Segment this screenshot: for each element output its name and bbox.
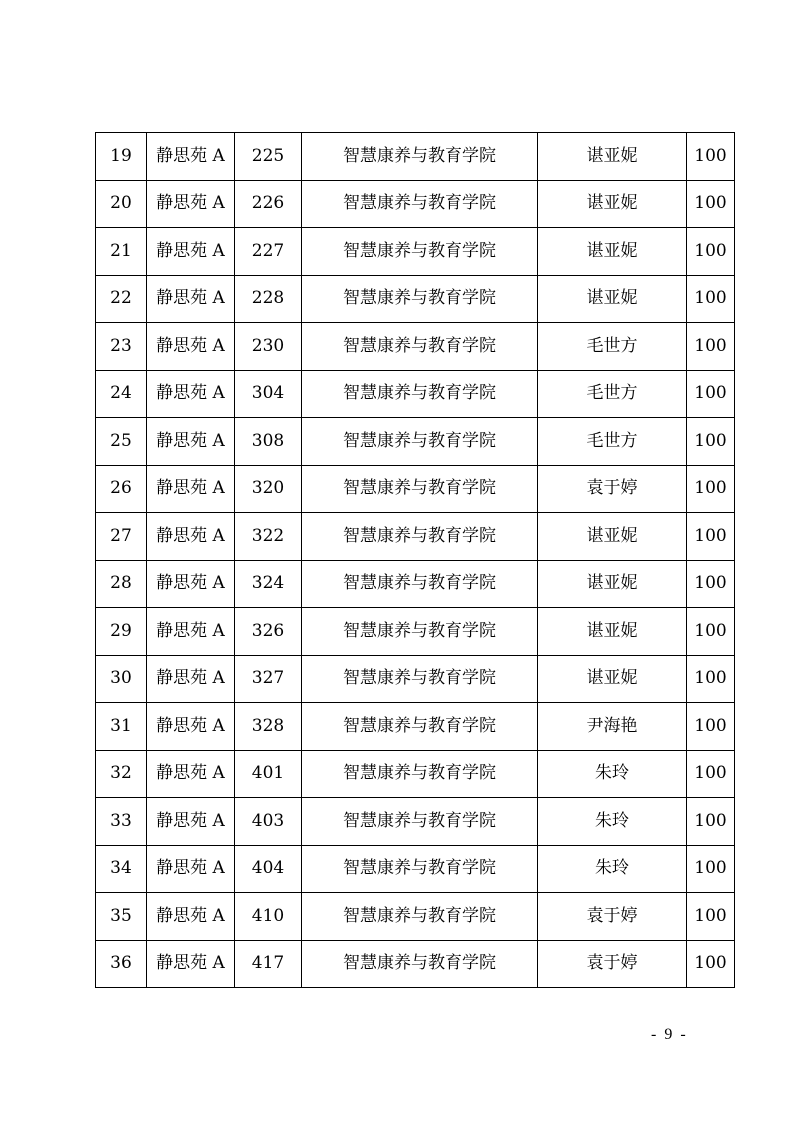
sequence-number-cell: 36 <box>96 940 147 988</box>
building-cell: 静思苑 A <box>147 798 235 846</box>
college-cell: 智慧康养与教育学院 <box>302 465 538 513</box>
room-number-cell: 230 <box>235 323 302 371</box>
table-row <box>96 133 735 181</box>
score-cell: 100 <box>687 798 735 846</box>
building-cell: 静思苑 A <box>147 608 235 656</box>
counselor-cell: 谌亚妮 <box>538 228 687 276</box>
sequence-number-cell: 26 <box>96 465 147 513</box>
room-number-cell: 410 <box>235 893 302 941</box>
counselor-cell: 毛世方 <box>538 323 687 371</box>
building-cell: 静思苑 A <box>147 560 235 608</box>
sequence-number-cell: 20 <box>96 180 147 228</box>
counselor-cell: 谌亚妮 <box>538 180 687 228</box>
table-row <box>96 370 735 418</box>
table-row <box>96 798 735 846</box>
room-number-cell: 326 <box>235 608 302 656</box>
room-number-cell: 404 <box>235 845 302 893</box>
room-number-cell: 403 <box>235 798 302 846</box>
sequence-number-cell: 31 <box>96 703 147 751</box>
table-row <box>96 180 735 228</box>
college-cell: 智慧康养与教育学院 <box>302 798 538 846</box>
college-cell: 智慧康养与教育学院 <box>302 845 538 893</box>
sequence-number-cell: 21 <box>96 228 147 276</box>
score-cell: 100 <box>687 560 735 608</box>
building-cell: 静思苑 A <box>147 940 235 988</box>
score-cell: 100 <box>687 845 735 893</box>
counselor-cell: 谌亚妮 <box>538 560 687 608</box>
score-cell: 100 <box>687 513 735 561</box>
score-cell: 100 <box>687 608 735 656</box>
room-number-cell: 228 <box>235 275 302 323</box>
college-cell: 智慧康养与教育学院 <box>302 228 538 276</box>
sequence-number-cell: 33 <box>96 798 147 846</box>
counselor-cell: 毛世方 <box>538 418 687 466</box>
college-cell: 智慧康养与教育学院 <box>302 703 538 751</box>
score-cell: 100 <box>687 940 735 988</box>
counselor-cell: 毛世方 <box>538 370 687 418</box>
counselor-cell: 谌亚妮 <box>538 608 687 656</box>
building-cell: 静思苑 A <box>147 845 235 893</box>
sequence-number-cell: 25 <box>96 418 147 466</box>
table-row <box>96 228 735 276</box>
college-cell: 智慧康养与教育学院 <box>302 750 538 798</box>
score-cell: 100 <box>687 893 735 941</box>
building-cell: 静思苑 A <box>147 655 235 703</box>
table-row <box>96 560 735 608</box>
counselor-cell: 朱玲 <box>538 750 687 798</box>
sequence-number-cell: 23 <box>96 323 147 371</box>
score-cell: 100 <box>687 750 735 798</box>
building-cell: 静思苑 A <box>147 513 235 561</box>
room-number-cell: 324 <box>235 560 302 608</box>
table-row <box>96 940 735 988</box>
college-cell: 智慧康养与教育学院 <box>302 940 538 988</box>
college-cell: 智慧康养与教育学院 <box>302 370 538 418</box>
room-number-cell: 308 <box>235 418 302 466</box>
table-row <box>96 750 735 798</box>
score-cell: 100 <box>687 323 735 371</box>
sequence-number-cell: 35 <box>96 893 147 941</box>
room-number-cell: 227 <box>235 228 302 276</box>
college-cell: 智慧康养与教育学院 <box>302 513 538 561</box>
sequence-number-cell: 27 <box>96 513 147 561</box>
counselor-cell: 袁于婷 <box>538 465 687 513</box>
building-cell: 静思苑 A <box>147 228 235 276</box>
table-row <box>96 893 735 941</box>
table-row <box>96 845 735 893</box>
counselor-cell: 谌亚妮 <box>538 513 687 561</box>
sequence-number-cell: 34 <box>96 845 147 893</box>
table-row <box>96 608 735 656</box>
college-cell: 智慧康养与教育学院 <box>302 323 538 371</box>
counselor-cell: 谌亚妮 <box>538 133 687 181</box>
table-row <box>96 465 735 513</box>
counselor-cell: 尹海艳 <box>538 703 687 751</box>
sequence-number-cell: 28 <box>96 560 147 608</box>
room-number-cell: 226 <box>235 180 302 228</box>
college-cell: 智慧康养与教育学院 <box>302 608 538 656</box>
table-row <box>96 275 735 323</box>
sequence-number-cell: 24 <box>96 370 147 418</box>
table-row <box>96 513 735 561</box>
sequence-number-cell: 29 <box>96 608 147 656</box>
room-number-cell: 327 <box>235 655 302 703</box>
table-row <box>96 703 735 751</box>
score-cell: 100 <box>687 703 735 751</box>
college-cell: 智慧康养与教育学院 <box>302 418 538 466</box>
room-number-cell: 417 <box>235 940 302 988</box>
score-cell: 100 <box>687 133 735 181</box>
score-cell: 100 <box>687 228 735 276</box>
sequence-number-cell: 30 <box>96 655 147 703</box>
counselor-cell: 谌亚妮 <box>538 655 687 703</box>
college-cell: 智慧康养与教育学院 <box>302 133 538 181</box>
building-cell: 静思苑 A <box>147 893 235 941</box>
building-cell: 静思苑 A <box>147 180 235 228</box>
building-cell: 静思苑 A <box>147 323 235 371</box>
room-number-cell: 304 <box>235 370 302 418</box>
sequence-number-cell: 22 <box>96 275 147 323</box>
room-number-cell: 401 <box>235 750 302 798</box>
college-cell: 智慧康养与教育学院 <box>302 655 538 703</box>
table-row <box>96 655 735 703</box>
table-body <box>96 133 735 988</box>
counselor-cell: 朱玲 <box>538 798 687 846</box>
score-cell: 100 <box>687 370 735 418</box>
counselor-cell: 朱玲 <box>538 845 687 893</box>
building-cell: 静思苑 A <box>147 703 235 751</box>
room-number-cell: 322 <box>235 513 302 561</box>
sequence-number-cell: 32 <box>96 750 147 798</box>
building-cell: 静思苑 A <box>147 275 235 323</box>
counselor-cell: 谌亚妮 <box>538 275 687 323</box>
table-row <box>96 418 735 466</box>
room-number-cell: 320 <box>235 465 302 513</box>
score-cell: 100 <box>687 275 735 323</box>
sequence-number-cell: 19 <box>96 133 147 181</box>
building-cell: 静思苑 A <box>147 465 235 513</box>
page-number: - 9 - <box>651 1026 688 1043</box>
dormitory-score-table <box>95 132 735 988</box>
college-cell: 智慧康养与教育学院 <box>302 893 538 941</box>
score-cell: 100 <box>687 465 735 513</box>
score-cell: 100 <box>687 418 735 466</box>
counselor-cell: 袁于婷 <box>538 940 687 988</box>
room-number-cell: 225 <box>235 133 302 181</box>
building-cell: 静思苑 A <box>147 133 235 181</box>
counselor-cell: 袁于婷 <box>538 893 687 941</box>
score-cell: 100 <box>687 655 735 703</box>
college-cell: 智慧康养与教育学院 <box>302 560 538 608</box>
room-number-cell: 328 <box>235 703 302 751</box>
college-cell: 智慧康养与教育学院 <box>302 275 538 323</box>
building-cell: 静思苑 A <box>147 418 235 466</box>
table-row <box>96 323 735 371</box>
building-cell: 静思苑 A <box>147 750 235 798</box>
score-cell: 100 <box>687 180 735 228</box>
building-cell: 静思苑 A <box>147 370 235 418</box>
college-cell: 智慧康养与教育学院 <box>302 180 538 228</box>
